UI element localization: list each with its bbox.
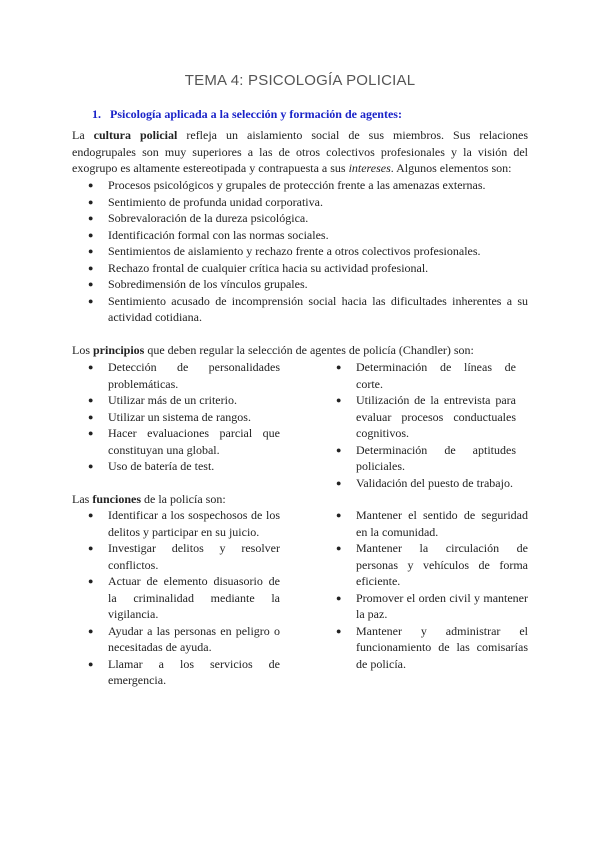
list-item-text: Actuar de elemento disuasorio de la criminalidad mediante la vigilancia.: [108, 574, 280, 621]
intro2-pre: Los: [72, 343, 93, 357]
bullet-icon: ●: [336, 477, 342, 488]
list-item: [88, 243, 528, 260]
bullet-icon: ●: [336, 444, 342, 455]
intro1-mid: refleja un aislamiento social de sus miembros. Sus relaciones endogrupales son muy superiores a las de otros colectivos profesionales y la visión del exogrupo es altamente estereotipada y contrapuesta a sus: [72, 128, 529, 175]
functions-list-left: [88, 507, 280, 689]
list-item: [88, 210, 528, 227]
list-item-text: Identificar a los sospechosos de los delitos y participar en su juicio.: [108, 508, 280, 539]
intro3-pre: Las: [72, 492, 93, 506]
bullet-icon: ●: [88, 395, 94, 405]
list-item: [88, 623, 280, 656]
bullet-icon: ●: [336, 395, 342, 405]
intro-paragraph-functions: [72, 491, 528, 508]
bullet-icon: ●: [88, 229, 94, 240]
list-item-text: Detección de personalidades problemáticas.: [108, 360, 280, 391]
list-item: [336, 507, 528, 540]
list-item: [88, 656, 280, 689]
bullet-icon: ●: [336, 510, 342, 520]
bullet-icon: ●: [88, 510, 94, 520]
list-item-text: Rechazo frontal de cualquier crítica hacia su actividad profesional.: [108, 260, 429, 275]
bullet-icon: ●: [88, 543, 94, 553]
section-heading-text: Psicología aplicada a la selección y formación de agentes:: [110, 107, 402, 121]
intro1-post: . Algunos elementos son:: [390, 161, 512, 175]
list-item: [88, 177, 528, 194]
intro1-bold: cultura policial: [93, 128, 178, 142]
list-item-text: Utilización de la entrevista para evaluar procesos conductuales cognitivos.: [356, 393, 516, 440]
bullet-icon: ●: [88, 196, 94, 207]
list-item: [88, 276, 528, 293]
list-item-text: Mantener y administrar el funcionamiento de las comisarías de policía.: [356, 623, 528, 671]
intro2-bold: principios: [93, 343, 145, 357]
bullet-icon: ●: [88, 411, 94, 422]
list-item-text: Sobredimensión de los vínculos grupales.: [108, 277, 308, 291]
list-item-text: Determinación de aptitudes policiales.: [356, 442, 516, 473]
list-item-text: Validación del puesto de trabajo.: [356, 475, 513, 490]
list-item: [88, 507, 280, 540]
list-item: [336, 359, 516, 392]
bullet-icon: ●: [88, 279, 94, 289]
intro3-bold: funciones: [92, 492, 142, 506]
bullet-icon: ●: [88, 213, 94, 223]
list-item-text: Utilizar más de un criterio.: [108, 393, 237, 407]
list-item: [88, 540, 280, 573]
section-heading: [92, 107, 402, 122]
bullet-icon: ●: [88, 576, 94, 586]
list-item-text: Sentimiento acusado de incomprensión social hacia las dificultades inherentes a su actividad cotidiana.: [108, 293, 528, 324]
bullet-icon: ●: [336, 625, 342, 636]
list-item-text: Hacer evaluaciones parcial que constituyan una global.: [108, 426, 280, 457]
intro1-pre: La: [72, 128, 94, 142]
culture-elements-list: [88, 177, 528, 326]
list-item: [88, 392, 280, 409]
list-item: [336, 590, 528, 623]
intro-paragraph-principles: [72, 342, 528, 359]
intro-paragraph-culture: [72, 127, 528, 177]
functions-list-right: [336, 507, 528, 672]
bullet-icon: ●: [336, 362, 342, 372]
list-item: [336, 442, 516, 475]
section-number: 1.: [92, 107, 101, 121]
bullet-icon: ●: [88, 461, 94, 471]
list-item-text: Procesos psicológicos y grupales de protección frente a las amenazas externas.: [108, 178, 486, 192]
bullet-icon: ●: [88, 658, 94, 669]
list-item: [336, 623, 528, 673]
bullet-icon: ●: [88, 295, 94, 306]
page-title: TEMA 4: PSICOLOGÍA POLICIAL: [184, 72, 416, 89]
bullet-icon: ●: [88, 362, 94, 372]
list-item: [88, 409, 280, 426]
bullet-icon: ●: [88, 625, 94, 636]
intro2-post: que deben regular la selección de agentes de policía (Chandler) son:: [144, 343, 474, 357]
list-item: [336, 475, 516, 492]
list-item-text: Promover el orden civil y mantener la paz.: [356, 590, 528, 621]
list-item: [88, 425, 280, 458]
list-item: [88, 458, 280, 475]
bullet-icon: ●: [88, 246, 94, 256]
bullet-icon: ●: [336, 592, 342, 603]
list-item: [336, 392, 516, 442]
list-item-text: Identificación formal con las normas sociales.: [108, 227, 329, 242]
list-item-text: Mantener la circulación de personas y vehículos de forma eficiente.: [356, 541, 528, 588]
principles-list-left: [88, 359, 280, 475]
bullet-icon: ●: [336, 543, 342, 553]
list-item-text: Llamar a los servicios de emergencia.: [108, 656, 280, 687]
list-item-text: Determinación de líneas de corte.: [356, 360, 516, 391]
list-item-text: Investigar delitos y resolver conflictos.: [108, 541, 280, 572]
list-item-text: Utilizar un sistema de rangos.: [108, 409, 251, 424]
list-item-text: Sentimientos de aislamiento y rechazo frente a otros colectivos profesionales.: [108, 244, 481, 258]
bullet-icon: ●: [88, 262, 94, 273]
list-item: [88, 293, 528, 326]
list-item-text: Mantener el sentido de seguridad en la comunidad.: [356, 508, 528, 539]
list-item: [88, 359, 280, 392]
list-item: [88, 194, 528, 211]
list-item-text: Uso de batería de test.: [108, 459, 215, 473]
bullet-icon: ●: [88, 428, 94, 438]
principles-list-right: [336, 359, 516, 491]
list-item-text: Sentimiento de profunda unidad corporativa.: [108, 194, 323, 209]
list-item: [88, 573, 280, 623]
list-item: [336, 540, 528, 590]
bullet-icon: ●: [88, 180, 94, 190]
intro1-italic: intereses: [348, 161, 391, 175]
intro3-post: de la policía son:: [141, 492, 226, 506]
list-item: [88, 260, 528, 277]
list-item-text: Sobrevaloración de la dureza psicológica.: [108, 211, 309, 225]
list-item-text: Ayudar a las personas en peligro o necesitadas de ayuda.: [108, 623, 280, 654]
list-item: [88, 227, 528, 244]
